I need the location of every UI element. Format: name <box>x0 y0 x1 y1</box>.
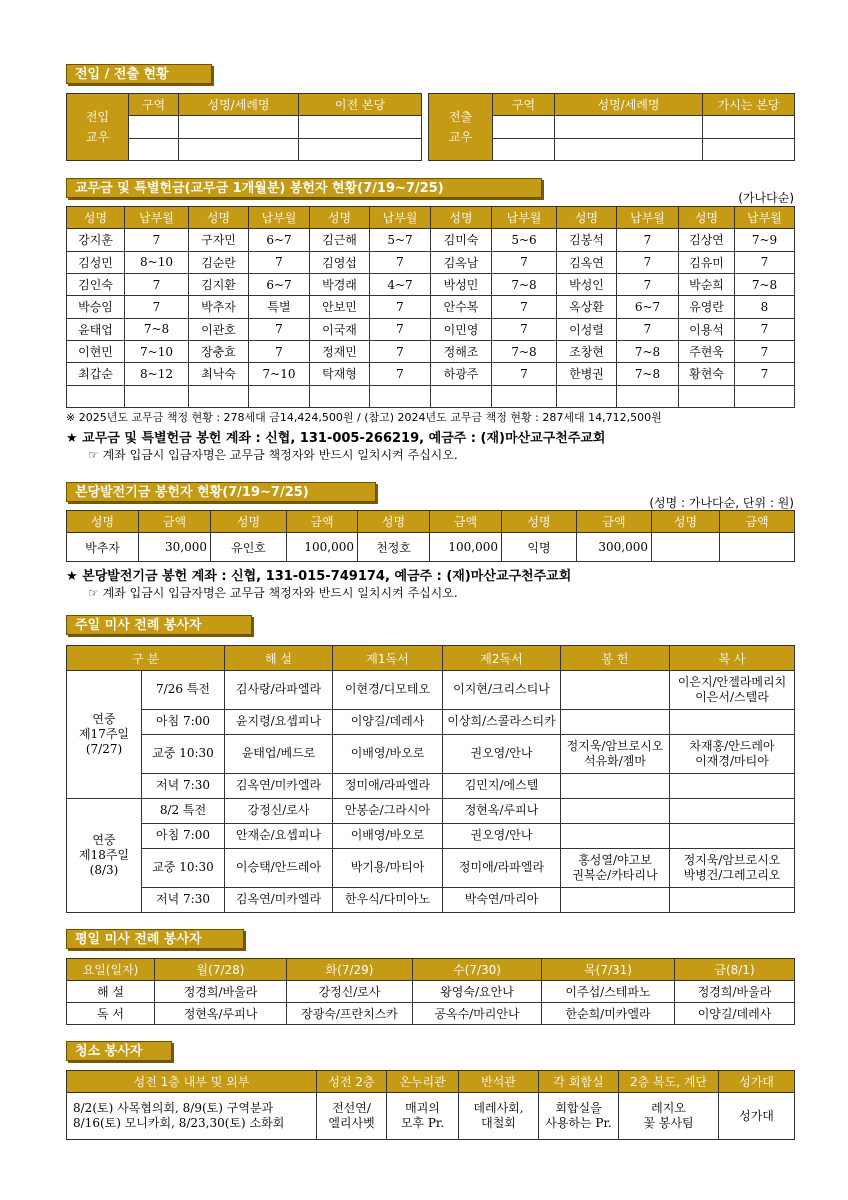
donation-donor-month: 8~12 <box>125 363 189 385</box>
donation-order-note: (가나다순) <box>738 191 794 205</box>
sunday-cell: 정지욱/암브로시오 석유화/젬마 <box>561 734 670 773</box>
donation-col-month: 납부월 <box>125 207 189 229</box>
donation-donor-name: 김성민 <box>67 251 125 273</box>
sunday-cell: 정현옥/루피나 <box>443 798 561 823</box>
donation-donor-name: 강지훈 <box>67 229 125 251</box>
donation-donor-month: 7 <box>370 318 431 340</box>
donation-donor-month: 4~7 <box>370 273 431 295</box>
sunday-table <box>66 645 795 913</box>
weekday-col: 금(8/1) <box>675 959 795 981</box>
donation-donor-month: 8 <box>735 296 795 318</box>
sunday-mass-time: 8/2 특전 <box>142 798 225 823</box>
donation-donor-month: 7 <box>125 229 189 251</box>
donation-col-name: 성명 <box>679 207 735 229</box>
cleaning-col: 온누리관 <box>387 1071 459 1093</box>
transfer-out-col: 구역 <box>493 94 555 116</box>
donation-col-name: 성명 <box>310 207 370 229</box>
donation-col-month: 납부월 <box>492 207 557 229</box>
sunday-cell: 차재홍/안드레아 이재경/마티아 <box>670 734 795 773</box>
donation-col-month: 납부월 <box>370 207 431 229</box>
sunday-cell <box>561 887 670 912</box>
building-col-amount: 금액 <box>577 511 652 533</box>
sunday-cell: 정미애/라파엘라 <box>333 773 443 798</box>
sunday-cell <box>561 798 670 823</box>
sunday-col: 봉 헌 <box>561 646 670 671</box>
donation-donor-name: 박성민 <box>431 273 492 295</box>
cleaning-cell: 8/2(토) 사목협의회, 8/9(토) 구역분과 8/16(토) 모니카회, 8/23,30(토) 소화회 <box>67 1093 317 1140</box>
donation-donor-name: 구자민 <box>189 229 249 251</box>
cleaning-cell: 회합실을 사용하는 Pr. <box>539 1093 619 1140</box>
sunday-col: 제2독서 <box>443 646 561 671</box>
cleaning-col: 2층 복도, 계단 <box>619 1071 719 1093</box>
sunday-mass-time: 아침 7:00 <box>142 709 225 734</box>
donation-donor-name: 최낙숙 <box>189 363 249 385</box>
building-donor-amount: 30,000 <box>139 533 211 562</box>
donation-donor-month: 7 <box>617 273 679 295</box>
building-order-note: (성명 : 가나다순, 단위 : 원) <box>649 496 794 510</box>
sunday-col: 구 분 <box>67 646 225 671</box>
donation-donor-name: 주현욱 <box>679 340 735 362</box>
building-col-name: 성명 <box>211 511 287 533</box>
weekday-col: 화(7/29) <box>287 959 413 981</box>
weekday-cell: 장광숙/프란치스카 <box>287 1003 413 1025</box>
building-col-name: 성명 <box>502 511 577 533</box>
transfer-in-table <box>66 93 422 161</box>
donation-donor-month: 7~8 <box>617 340 679 362</box>
donation-section-header: 교무금 및 특별헌금(교무금 1개월분) 봉헌자 현황(7/19~7/25) <box>66 178 542 198</box>
cleaning-col: 성전 2층 <box>317 1071 387 1093</box>
sunday-cell <box>561 823 670 848</box>
donation-stats-note: ※ 2025년도 교무금 책정 현황 : 278세대 금14,424,500원 / (참고) 2024년도 교무금 책정 현황 : 287세대 14,712,500원 <box>66 411 662 424</box>
donation-donor-month: 7 <box>617 229 679 251</box>
donation-col-name: 성명 <box>189 207 249 229</box>
donation-donor-name: 김상연 <box>679 229 735 251</box>
donation-donor-name: 황현숙 <box>679 363 735 385</box>
weekday-role: 해 설 <box>67 981 155 1003</box>
weekday-section-header: 평일 미사 전례 봉사자 <box>66 929 244 949</box>
weekday-col: 목(7/31) <box>542 959 675 981</box>
donation-donor-month: 7 <box>492 318 557 340</box>
donation-donor-name: 이현민 <box>67 340 125 362</box>
donation-col-month: 납부월 <box>249 207 310 229</box>
donation-donor-name: 윤태업 <box>67 318 125 340</box>
cleaning-cell: 매괴의 모후 Pr. <box>387 1093 459 1140</box>
donation-donor-month: 6~7 <box>249 229 310 251</box>
donation-donor-month: 7~8 <box>125 318 189 340</box>
donation-donor-month: 7 <box>249 340 310 362</box>
weekday-cell: 이양길/데레사 <box>675 1003 795 1025</box>
building-donor-name: 천정호 <box>358 533 430 562</box>
sunday-cell: 권오영/안나 <box>443 734 561 773</box>
sunday-cell: 박숙연/마리아 <box>443 887 561 912</box>
donation-donor-month: 7 <box>617 318 679 340</box>
sunday-section-header: 주일 미사 전례 봉사자 <box>66 615 252 635</box>
donation-donor-month: 특별 <box>249 296 310 318</box>
donation-donor-name: 이민영 <box>431 318 492 340</box>
transfer-out-col: 가시는 본당 <box>703 94 795 116</box>
sunday-mass-time: 저녁 7:30 <box>142 773 225 798</box>
building-donor-name <box>652 533 720 562</box>
donation-donor-name: 박성인 <box>557 273 617 295</box>
weekday-cell: 강정신/로사 <box>287 981 413 1003</box>
sunday-cell <box>561 709 670 734</box>
sunday-cell <box>561 671 670 710</box>
cleaning-section-header: 청소 봉사자 <box>66 1041 172 1061</box>
cleaning-col: 각 회합실 <box>539 1071 619 1093</box>
sunday-cell: 윤태업/베드로 <box>225 734 333 773</box>
donation-donor-month: 5~6 <box>492 229 557 251</box>
sunday-col: 해 설 <box>225 646 333 671</box>
sunday-cell <box>670 798 795 823</box>
donation-donor-month: 7 <box>249 318 310 340</box>
weekday-col: 요일(일자) <box>67 959 155 981</box>
cleaning-cell: 성가대 <box>719 1093 795 1140</box>
building-col-name: 성명 <box>652 511 720 533</box>
donation-donor-month: 6~7 <box>617 296 679 318</box>
weekday-cell: 한순희/미카엘라 <box>542 1003 675 1025</box>
building-donor-amount: 100,000 <box>287 533 358 562</box>
donation-donor-month: 7 <box>370 363 431 385</box>
weekday-cell: 이주섭/스테파노 <box>542 981 675 1003</box>
donation-donor-name: 안보민 <box>310 296 370 318</box>
transfer-out-table <box>428 93 795 161</box>
weekday-col: 월(7/28) <box>155 959 287 981</box>
donation-donor-name: 김옥연 <box>557 251 617 273</box>
building-donor-amount <box>720 533 795 562</box>
weekday-cell: 공옥수/마리안나 <box>413 1003 542 1025</box>
donation-donor-name: 박순희 <box>679 273 735 295</box>
transfer-in-col: 이전 본당 <box>299 94 422 116</box>
sunday-mass-time: 7/26 특전 <box>142 671 225 710</box>
transfer-in-col: 성명/세례명 <box>179 94 299 116</box>
weekday-cell: 정경희/바울라 <box>155 981 287 1003</box>
donation-donor-name: 김봉석 <box>557 229 617 251</box>
building-account: ★ 본당발전기금 봉헌 계좌 : 신협, 131-015-749174, 예금주 : (재)마산교구천주교회 <box>66 569 572 584</box>
donation-donor-name: 옥상환 <box>557 296 617 318</box>
cleaning-col: 반석관 <box>459 1071 539 1093</box>
donation-donor-month: 7~8 <box>492 273 557 295</box>
donation-donor-month: 7 <box>370 296 431 318</box>
donation-donor-month: 7 <box>370 340 431 362</box>
cleaning-table <box>66 1070 795 1140</box>
sunday-cell: 이현경/디모테오 <box>333 671 443 710</box>
weekday-cell: 정경희/바울라 <box>675 981 795 1003</box>
donation-donor-name: 이국재 <box>310 318 370 340</box>
donation-donor-name: 김유미 <box>679 251 735 273</box>
building-table <box>66 510 795 562</box>
donation-donor-month: 7 <box>492 296 557 318</box>
donation-col-name: 성명 <box>431 207 492 229</box>
donation-donor-name: 김근해 <box>310 229 370 251</box>
donation-donor-name: 김미숙 <box>431 229 492 251</box>
donation-donor-month: 7 <box>249 251 310 273</box>
donation-donor-name: 최갑순 <box>67 363 125 385</box>
sunday-week-label: 연중 제17주일 (7/27) <box>67 671 142 799</box>
cleaning-cell: 데레사회, 대철회 <box>459 1093 539 1140</box>
donation-donor-name: 박추자 <box>189 296 249 318</box>
building-donor-amount: 300,000 <box>577 533 652 562</box>
donation-donor-month: 7 <box>492 251 557 273</box>
donation-donor-name: 이용석 <box>679 318 735 340</box>
cleaning-cell: 전선연/ 엘리사벳 <box>317 1093 387 1140</box>
sunday-cell: 정미애/라파엘라 <box>443 849 561 888</box>
sunday-week-label: 연중 제18주일 (8/3) <box>67 798 142 912</box>
donation-donor-month: 6~7 <box>249 273 310 295</box>
donation-donor-month: 7 <box>735 363 795 385</box>
sunday-cell: 윤지령/요셉피나 <box>225 709 333 734</box>
sunday-cell: 이양길/데레사 <box>333 709 443 734</box>
sunday-cell: 김옥연/미카엘라 <box>225 773 333 798</box>
transfer-in-col: 구역 <box>129 94 179 116</box>
sunday-cell <box>670 773 795 798</box>
transfer-in-label: 전입 교우 <box>67 94 129 161</box>
sunday-cell: 박기용/마티아 <box>333 849 443 888</box>
donation-donor-month: 7 <box>492 363 557 385</box>
donation-donor-name: 안수복 <box>431 296 492 318</box>
donation-donor-month: 8~10 <box>125 251 189 273</box>
donation-donor-month: 7 <box>617 251 679 273</box>
weekday-cell: 정현옥/루피나 <box>155 1003 287 1025</box>
sunday-cell: 홍성열/야고보 권복순/카타리나 <box>561 849 670 888</box>
building-col-amount: 금액 <box>287 511 358 533</box>
donation-donor-month: 7 <box>370 251 431 273</box>
donation-donor-month: 7 <box>735 340 795 362</box>
building-donor-name: 유인호 <box>211 533 287 562</box>
building-section-header: 본당발전기금 봉헌자 현황(7/19~7/25) <box>66 482 376 502</box>
transfer-out-col: 성명/세례명 <box>555 94 703 116</box>
sunday-cell: 김민지/에스텔 <box>443 773 561 798</box>
donation-donor-month: 7~8 <box>492 340 557 362</box>
building-col-amount: 금액 <box>139 511 211 533</box>
cleaning-col: 성전 1층 내부 및 외부 <box>67 1071 317 1093</box>
donation-donor-name: 김영섭 <box>310 251 370 273</box>
sunday-cell: 정지욱/암브로시오 박병건/그레고리오 <box>670 849 795 888</box>
donation-donor-name: 김지환 <box>189 273 249 295</box>
donation-donor-name: 이관호 <box>189 318 249 340</box>
donation-donor-name: 박승임 <box>67 296 125 318</box>
sunday-cell: 이승택/안드레아 <box>225 849 333 888</box>
donation-donor-month: 7~8 <box>617 363 679 385</box>
donation-donor-name: 탁재형 <box>310 363 370 385</box>
donation-donor-name: 장충효 <box>189 340 249 362</box>
building-donor-name: 박추자 <box>67 533 139 562</box>
donation-donor-name: 김순란 <box>189 251 249 273</box>
donation-donor-month: 7 <box>125 273 189 295</box>
weekday-role: 독 서 <box>67 1003 155 1025</box>
sunday-cell: 이은지/안젤라메리치 이은서/스텔라 <box>670 671 795 710</box>
sunday-cell: 김사랑/라파엘라 <box>225 671 333 710</box>
transfer-section-header: 전입 / 전출 현황 <box>66 64 212 84</box>
donation-donor-month: 7~10 <box>249 363 310 385</box>
sunday-mass-time: 아침 7:00 <box>142 823 225 848</box>
donation-donor-month: 7~9 <box>735 229 795 251</box>
donation-donor-name: 한병권 <box>557 363 617 385</box>
building-account-note: ☞ 계좌 입금시 입금자명은 교무금 책정자와 반드시 일치시켜 주십시오. <box>88 586 458 600</box>
donation-donor-name: 이성렬 <box>557 318 617 340</box>
weekday-col: 수(7/30) <box>413 959 542 981</box>
donation-donor-month: 7 <box>735 251 795 273</box>
building-col-amount: 금액 <box>720 511 795 533</box>
sunday-cell: 한우식/다미아노 <box>333 887 443 912</box>
donation-col-month: 납부월 <box>735 207 795 229</box>
sunday-mass-time: 저녁 7:30 <box>142 887 225 912</box>
donation-account-note: ☞ 계좌 입금시 입금자명은 교무금 책정자와 반드시 일치시켜 주십시오. <box>88 448 458 462</box>
donation-col-name: 성명 <box>67 207 125 229</box>
donation-donor-name: 정해조 <box>431 340 492 362</box>
sunday-cell <box>670 887 795 912</box>
sunday-col: 제1독서 <box>333 646 443 671</box>
sunday-cell <box>670 709 795 734</box>
donation-donor-name: 박경래 <box>310 273 370 295</box>
building-col-name: 성명 <box>358 511 430 533</box>
sunday-cell <box>670 823 795 848</box>
donation-donor-name: 조창현 <box>557 340 617 362</box>
sunday-cell <box>561 773 670 798</box>
donation-donor-name: 하광주 <box>431 363 492 385</box>
donation-donor-month: 7~10 <box>125 340 189 362</box>
donation-donor-name: 유영란 <box>679 296 735 318</box>
sunday-cell: 안봉순/그라시아 <box>333 798 443 823</box>
building-col-name: 성명 <box>67 511 139 533</box>
donation-table <box>66 206 795 408</box>
donation-account: ★ 교무금 및 특별헌금 봉헌 계좌 : 신협, 131-005-266219, 예금주 : (재)마산교구천주교회 <box>66 431 606 446</box>
sunday-cell: 이배영/바오로 <box>333 734 443 773</box>
donation-donor-month: 5~7 <box>370 229 431 251</box>
sunday-cell: 권오영/안나 <box>443 823 561 848</box>
sunday-cell: 안재순/요셉피나 <box>225 823 333 848</box>
donation-donor-month: 7 <box>735 318 795 340</box>
building-donor-amount: 100,000 <box>430 533 502 562</box>
donation-donor-month: 7~8 <box>735 273 795 295</box>
donation-donor-name: 김옥남 <box>431 251 492 273</box>
building-donor-name: 익명 <box>502 533 577 562</box>
sunday-cell: 이배영/바오로 <box>333 823 443 848</box>
sunday-col: 복 사 <box>670 646 795 671</box>
weekday-table <box>66 958 795 1025</box>
donation-col-name: 성명 <box>557 207 617 229</box>
cleaning-cell: 레지오 꽃 봉사팀 <box>619 1093 719 1140</box>
sunday-mass-time: 교중 10:30 <box>142 849 225 888</box>
donation-donor-name: 정재민 <box>310 340 370 362</box>
weekday-cell: 왕영숙/요안나 <box>413 981 542 1003</box>
donation-col-month: 납부월 <box>617 207 679 229</box>
sunday-cell: 강정신/로사 <box>225 798 333 823</box>
building-col-amount: 금액 <box>430 511 502 533</box>
cleaning-col: 성가대 <box>719 1071 795 1093</box>
sunday-mass-time: 교중 10:30 <box>142 734 225 773</box>
sunday-cell: 이상희/스콜라스티카 <box>443 709 561 734</box>
donation-donor-name: 김인숙 <box>67 273 125 295</box>
donation-donor-month: 7 <box>125 296 189 318</box>
sunday-cell: 김옥연/미카엘라 <box>225 887 333 912</box>
sunday-cell: 이지현/크리스티나 <box>443 671 561 710</box>
transfer-out-label: 전출 교우 <box>429 94 493 161</box>
